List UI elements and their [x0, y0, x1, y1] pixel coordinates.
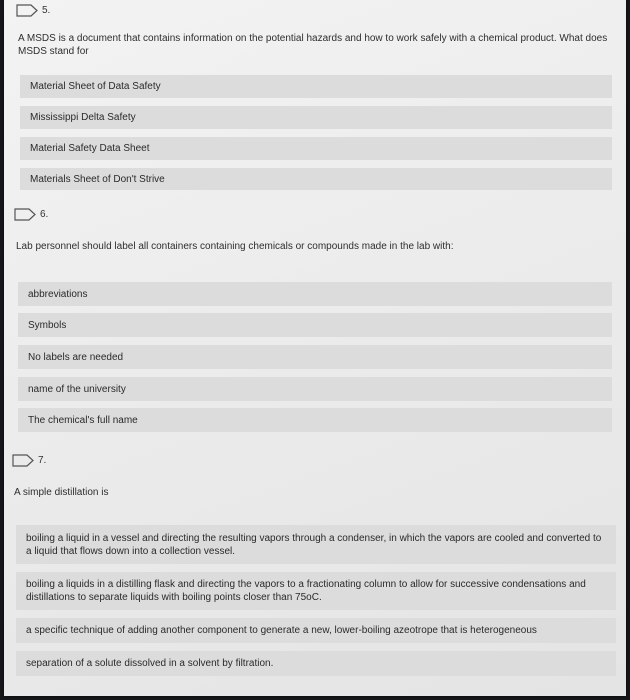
- question-number: 7.: [38, 455, 47, 466]
- answer-option[interactable]: The chemical's full name: [18, 408, 612, 432]
- question-7-header: [12, 454, 46, 467]
- answer-option[interactable]: Material Safety Data Sheet: [20, 137, 612, 160]
- answer-option[interactable]: boiling a liquids in a distilling flask and directing the vapors to a fractionating column to allow for successive condensations and distillations to separate liquids with boiling points closer than 75oC.: [16, 572, 616, 610]
- flag-icon[interactable]: [12, 454, 34, 467]
- question-text: Lab personnel should label all containers containing chemicals or compounds made in the lab with:: [16, 241, 454, 252]
- answer-option[interactable]: Material Sheet of Data Safety: [20, 75, 612, 98]
- quiz-page: [4, 0, 626, 696]
- flag-icon[interactable]: [14, 208, 36, 221]
- answer-option[interactable]: No labels are needed: [18, 345, 612, 369]
- question-number: 6.: [40, 209, 49, 220]
- flag-icon[interactable]: [16, 4, 38, 17]
- answer-option[interactable]: abbreviations: [18, 282, 612, 306]
- question-number: 5.: [42, 5, 51, 16]
- answer-option[interactable]: Materials Sheet of Don't Strive: [20, 168, 612, 190]
- answer-option[interactable]: Mississippi Delta Safety: [20, 106, 612, 129]
- answer-option[interactable]: name of the university: [18, 377, 612, 401]
- question-text: A MSDS is a document that contains information on the potential hazards and how to work safely with a chemical product. What does MSDS stand for: [18, 33, 608, 57]
- answer-option[interactable]: a specific technique of adding another component to generate a new, lower-boiling azeotrope that is heterogeneous: [16, 618, 616, 643]
- answer-option[interactable]: Symbols: [18, 313, 612, 337]
- question-5-header: [16, 4, 50, 17]
- question-text: A simple distillation is: [14, 487, 109, 498]
- question-6-header: [14, 208, 48, 221]
- answer-option[interactable]: separation of a solute dissolved in a solvent by filtration.: [16, 651, 616, 676]
- answer-option[interactable]: boiling a liquid in a vessel and directing the resulting vapors through a condenser, in which the vapors are cooled and converted to a liquid that flows down into a collection vessel.: [16, 525, 616, 564]
